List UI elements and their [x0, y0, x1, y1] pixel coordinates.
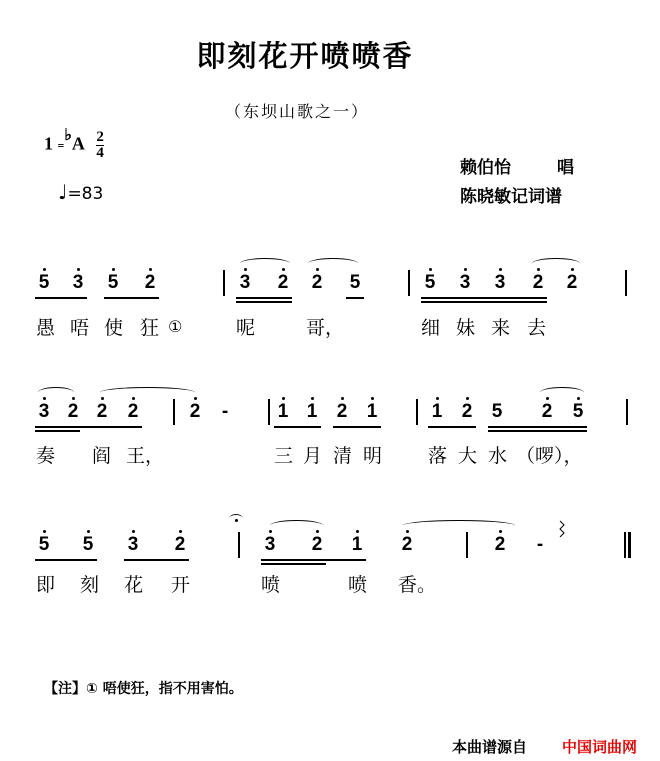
note: 5: [104, 272, 122, 294]
lyric: ①: [168, 317, 183, 336]
note: 3: [35, 401, 53, 423]
singer-name: 赖伯怡: [460, 158, 511, 178]
tempo-marking: [58, 180, 103, 204]
note: 3: [124, 534, 142, 556]
barline: [466, 532, 468, 558]
barline: [416, 399, 418, 425]
lyric: 来: [491, 317, 511, 339]
barline: [238, 532, 240, 558]
slur: [308, 258, 358, 269]
note: 2: [141, 272, 159, 294]
slur: [532, 258, 580, 269]
underline: [488, 426, 587, 428]
note: 5: [35, 272, 53, 294]
lyric: 大: [458, 445, 478, 467]
note: 1: [428, 401, 446, 423]
slur: [540, 387, 584, 398]
underline: [421, 301, 547, 303]
lyric: 王，: [126, 445, 165, 467]
note: 1: [274, 401, 292, 423]
note: 2: [93, 401, 111, 423]
slur: [240, 258, 290, 269]
key-name: A: [71, 133, 84, 154]
note: 2: [398, 534, 416, 556]
key-signature: [44, 126, 104, 161]
lyric: （啰），: [516, 445, 583, 467]
dash-note: -: [221, 401, 229, 422]
underline: [428, 426, 476, 428]
underline: [488, 430, 587, 432]
underline: [236, 297, 292, 299]
barline: [173, 399, 175, 425]
note: 2: [308, 272, 326, 294]
barline: [223, 270, 225, 296]
lyric: 花: [124, 574, 144, 596]
quarter-note-icon: ♩: [58, 180, 68, 204]
lyric: 三: [274, 445, 294, 467]
barline: [268, 399, 270, 425]
final-barline-thick: [628, 532, 631, 558]
tempo-value: =83: [67, 184, 104, 204]
lyric: 开: [171, 574, 191, 596]
breath-mark-icon: [558, 520, 568, 546]
dash-note: -: [536, 534, 544, 555]
footer-site-link[interactable]: 中国词曲网: [562, 738, 638, 756]
note: 2: [491, 534, 509, 556]
lyric: 刻: [80, 574, 100, 596]
underline: [421, 297, 547, 299]
underline: [346, 297, 364, 299]
underline: [274, 426, 321, 428]
lyric: 呢: [236, 317, 256, 339]
note: 1: [363, 401, 381, 423]
lyric: 奏: [36, 445, 56, 467]
underline: [35, 430, 80, 432]
lyric: 香。: [398, 574, 437, 596]
underline: [104, 297, 159, 299]
underline: [261, 559, 366, 561]
slur: [270, 520, 323, 531]
note: 2: [308, 534, 326, 556]
note: 5: [35, 534, 53, 556]
lyric: 喷: [261, 574, 281, 596]
note: 2: [274, 272, 292, 294]
equals: =: [57, 138, 65, 153]
note: 5: [569, 401, 587, 423]
note: 2: [171, 534, 189, 556]
time-signature: [96, 130, 104, 161]
lyric: 阎: [92, 445, 112, 467]
note: 3: [491, 272, 509, 294]
lyric: 明: [363, 445, 383, 467]
underline: [35, 559, 97, 561]
subtitle: （东坝山歌之一）: [225, 102, 370, 121]
note: 5: [491, 401, 503, 422]
flat-icon: ♭: [64, 126, 72, 144]
note: 5: [79, 534, 97, 556]
transcriber-credit: 陈晓敏记词谱: [460, 187, 562, 207]
underline: [236, 301, 292, 303]
fermata-dot: [235, 519, 238, 522]
lyric: 狂: [140, 317, 160, 339]
note: 5: [421, 272, 439, 294]
time-top: 2: [96, 129, 104, 145]
lyric: 落: [428, 445, 448, 467]
note: 3: [69, 272, 87, 294]
note: 2: [64, 401, 82, 423]
note: 2: [529, 272, 547, 294]
underline: [35, 426, 142, 428]
note: 2: [563, 272, 581, 294]
barline: [625, 270, 627, 296]
slur: [38, 387, 74, 398]
slur: [100, 387, 195, 398]
lyric: 妹: [456, 317, 476, 339]
lyric: 细: [421, 317, 441, 339]
note: 2: [333, 401, 351, 423]
time-bottom: 4: [96, 145, 104, 161]
lyric: 愚: [36, 317, 56, 339]
note: 2: [124, 401, 142, 423]
final-barline: [624, 532, 626, 558]
note: 2: [538, 401, 556, 423]
singer-credit: [460, 153, 574, 178]
note: 2: [458, 401, 476, 423]
slur: [403, 520, 515, 531]
note: 3: [456, 272, 474, 294]
lyric: 即: [36, 574, 56, 596]
footer-source: 本曲谱源自: [452, 738, 528, 756]
singer-role: 唱: [557, 158, 574, 178]
note: 1: [348, 534, 366, 556]
song-title: 即刻花开喷喷香: [196, 39, 414, 73]
barline: [408, 270, 410, 296]
lyric: 去: [527, 317, 547, 339]
tonic: 1: [44, 133, 53, 154]
underline: [35, 297, 87, 299]
underline: [333, 426, 381, 428]
underline: [261, 563, 326, 565]
underline: [124, 559, 189, 561]
lyric: 使: [104, 317, 124, 339]
note: 5: [349, 272, 361, 293]
barline: [626, 399, 628, 425]
note: 2: [186, 401, 204, 423]
lyric: 哥，: [306, 317, 345, 339]
note: 3: [261, 534, 279, 556]
lyric: 唔: [70, 317, 90, 339]
note: 1: [303, 401, 321, 423]
lyric: 清: [333, 445, 353, 467]
note: 3: [236, 272, 254, 294]
lyric: 水: [488, 445, 508, 467]
footnote: 【注】① 唔使狂，指不用害怕。: [44, 681, 243, 697]
lyric: 喷: [348, 574, 368, 596]
lyric: 月: [303, 445, 323, 467]
